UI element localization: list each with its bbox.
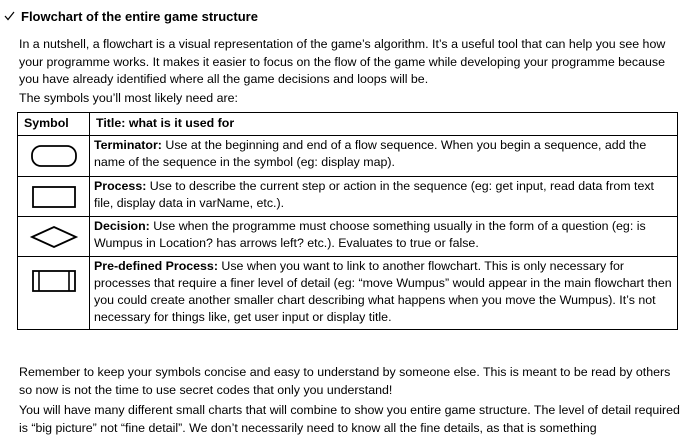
header-title: Title: what is it used for [90,113,678,136]
symbols-intro: The symbols you’ll most likely need are: [19,91,238,105]
process-icon [30,185,78,209]
section-heading [4,9,258,24]
symbol-cell [18,257,90,330]
symbol-cell [18,136,90,177]
symbols-table [17,112,678,330]
table-row [18,217,678,257]
description-cell: Pre-defined Process: Use when you want to link to another flowchart. This is only necessary for processes that require a finer level of detail (eg: “move Wumpus” would appear in the main flowchart then you could create another smaller chart describing what happens when you move the Wumpus). It’s not necessary for things like, get user input or display title. [90,257,678,330]
description-cell: Decision: Use when the programme must choose something usually in the form of a question (eg: is Wumpus in Location? has arrows left? etc.). Evaluates to true or false. [90,217,678,257]
intro-paragraph: In a nutshell, a flowchart is a visual representation of the game’s algorithm. It’s a useful tool that can help you see how your programme works. It makes it easier to focus on the flow of the game while developing your programme because you have already identified where all the game decisions and loops will be. [19,37,666,87]
table-row [18,136,678,177]
header-symbol: Symbol [18,113,90,136]
symbol-cell [18,217,90,257]
terminator-icon [30,144,78,168]
description-cell: Process: Use to describe the current step or action in the sequence (eg: get input, read data from text file, display data in varName, etc.). [90,177,678,217]
description-cell: Terminator: Use at the beginning and end of a flow sequence. When you begin a sequence, add the name of the sequence in the symbol (eg: display map). [90,136,678,177]
table-row [18,257,678,330]
checkmark-icon [4,9,17,24]
predefined-process-icon [30,269,78,293]
table-header-row [18,113,678,136]
symbol-cell [18,177,90,217]
section-title: Flowchart of the entire game structure [21,9,258,24]
table-row [18,177,678,217]
decision-icon [29,225,79,249]
outro-paragraph-1: Remember to keep your symbols concise and easy to understand by someone else. This is meant to be read by others so now is not the time to use secret codes that only you understand! [19,365,671,397]
outro-paragraph-2: You will have many different small charts that will combine to show you entire game structure. The level of detail required is “big picture” not “fine detail”. We don’t necessarily need to know all the fine details, as that is something [19,403,680,435]
